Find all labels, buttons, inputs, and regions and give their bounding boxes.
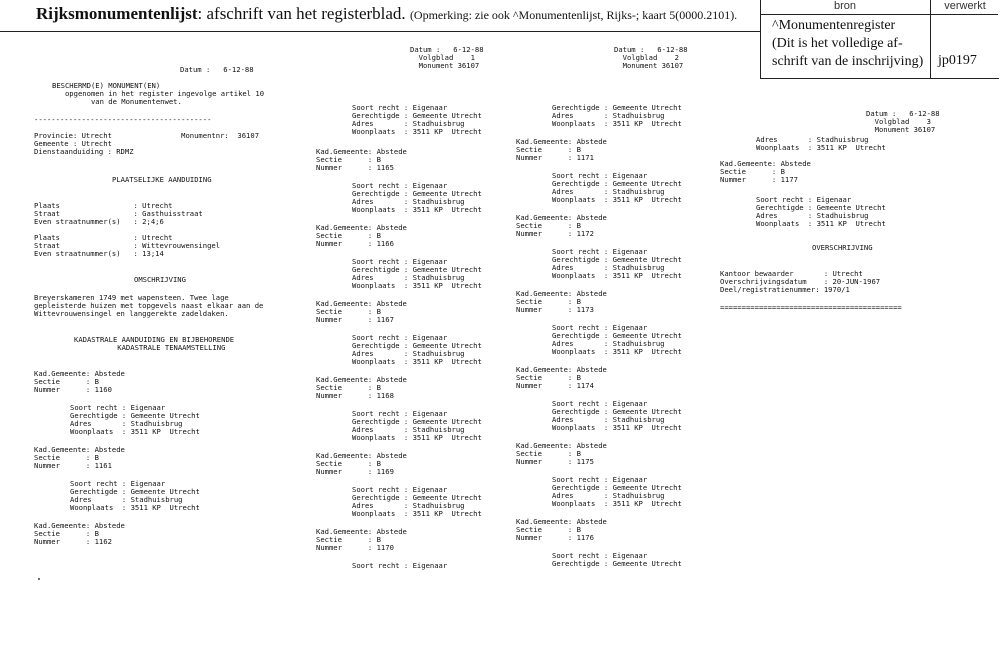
col2-eig0: Soort recht : Eigenaar Gerechtigde : Gemeente Utrecht Adres : Stadhuisbrug Woonplaats : 3511 KP Utrecht <box>352 103 482 136</box>
title-bold: Rijksmonumentenlijst <box>36 4 198 23</box>
col3-k5: Kad.Gemeente: Abstede Sectie : B Nummer : 1175 <box>516 441 607 466</box>
col2-e4: Soort recht : Eigenaar Gerechtigde : Gemeente Utrecht Adres : Stadhuisbrug Woonplaats : 3511 KP Utrecht <box>352 409 482 442</box>
col1-eig2: Soort recht : Eigenaar Gerechtigde : Gemeente Utrecht Adres : Stadhuisbrug Woonplaats : 3511 KP Utrecht <box>70 479 200 512</box>
register-code: jp0197 <box>938 53 977 68</box>
col2-e1: Soort recht : Eigenaar Gerechtigde : Gemeente Utrecht Adres : Stadhuisbrug Woonplaats : 3511 KP Utrecht <box>352 181 482 214</box>
col1-kad1: Kad.Gemeente: Abstede Sectie : B Nummer : 1160 <box>34 369 125 394</box>
col3-e1: Soort recht : Eigenaar Gerechtigde : Gemeente Utrecht Adres : Stadhuisbrug Woonplaats : 3511 KP Utrecht <box>552 171 682 204</box>
col2-k6: Kad.Gemeente: Abstede Sectie : B Nummer : 1170 <box>316 527 407 552</box>
col3-e3: Soort recht : Eigenaar Gerechtigde : Gemeente Utrecht Adres : Stadhuisbrug Woonplaats : 3511 KP Utrecht <box>552 323 682 356</box>
col4-overschrijving-heading: OVERSCHRIJVING <box>812 243 873 252</box>
col1-kad2: Kad.Gemeente: Abstede Sectie : B Nummer : 1161 <box>34 445 125 470</box>
col3-k1: Kad.Gemeente: Abstede Sectie : B Nummer : 1171 <box>516 137 607 162</box>
col4-e1: Soort recht : Eigenaar Gerechtigde : Gemeente Utrecht Adres : Stadhuisbrug Woonplaats : 3511 KP Utrecht <box>756 195 886 228</box>
col4-overschrijving: Kantoor bewaarder : Utrecht Overschrijvingsdatum : 20-JUN-1967 Deel/registratienummer: 1970/1 <box>720 269 881 294</box>
scan-speck <box>38 578 40 580</box>
col2-e5: Soort recht : Eigenaar Gerechtigde : Gemeente Utrecht Adres : Stadhuisbrug Woonplaats : 3511 KP Utrecht <box>352 485 482 518</box>
col3-e4: Soort recht : Eigenaar Gerechtigde : Gemeente Utrecht Adres : Stadhuisbrug Woonplaats : 3511 KP Utrecht <box>552 399 682 432</box>
register-note: ^Monumentenregister (Dit is het volledige af- schrift van de inschrijving) <box>772 18 924 69</box>
col3-e6: Soort recht : Eigenaar Gerechtigde : Gemeente Utrecht <box>552 551 682 568</box>
col2-k4: Kad.Gemeente: Abstede Sectie : B Nummer : 1168 <box>316 375 407 400</box>
col1-eig1: Soort recht : Eigenaar Gerechtigde : Gemeente Utrecht Adres : Stadhuisbrug Woonplaats : 3511 KP Utrecht <box>70 403 200 436</box>
col1-provincie: Provincie: Utrecht Monumentnr: 36107 Gemeente : Utrecht Dienstaanduiding : RDMZ <box>34 131 260 156</box>
col3-k3: Kad.Gemeente: Abstede Sectie : B Nummer : 1173 <box>516 289 607 314</box>
col1-omschrijving-heading: OMSCHRIJVING <box>134 275 186 284</box>
col3-k4: Kad.Gemeente: Abstede Sectie : B Nummer : 1174 <box>516 365 607 390</box>
col2-e2: Soort recht : Eigenaar Gerechtigde : Gemeente Utrecht Adres : Stadhuisbrug Woonplaats : 3511 KP Utrecht <box>352 257 482 290</box>
col2-k1: Kad.Gemeente: Abstede Sectie : B Nummer : 1165 <box>316 147 407 172</box>
col1-beschermd: BESCHERMD(E) MONUMENT(EN) opgenomen in het register ingevolge artikel 10 van de Monumentenwet. <box>52 81 265 106</box>
col3-eig0: Gerechtigde : Gemeente Utrecht Adres : Stadhuisbrug Woonplaats : 3511 KP Utrecht <box>552 103 682 128</box>
document-title <box>36 4 737 24</box>
col1-kad3: Kad.Gemeente: Abstede Sectie : B Nummer : 1162 <box>34 521 125 546</box>
col1-adres1: Plaats : Utrecht Straat : Gasthuisstraat Even straatnummer(s) : 2;4;6 <box>34 201 203 226</box>
col4-equals: ========================================== <box>720 303 902 312</box>
col2-e3: Soort recht : Eigenaar Gerechtigde : Gemeente Utrecht Adres : Stadhuisbrug Woonplaats : 3511 KP Utrecht <box>352 333 482 366</box>
col2-k2: Kad.Gemeente: Abstede Sectie : B Nummer : 1166 <box>316 223 407 248</box>
col1-datum: Datum : 6-12-88 <box>180 65 254 74</box>
col1-adres2: Plaats : Utrecht Straat : Wittevrouwensingel Even straatnummer(s) : 13;14 <box>34 233 221 258</box>
col3-e2: Soort recht : Eigenaar Gerechtigde : Gemeente Utrecht Adres : Stadhuisbrug Woonplaats : 3511 KP Utrecht <box>552 247 682 280</box>
col4-k1: Kad.Gemeente: Abstede Sectie : B Nummer : 1177 <box>720 159 811 184</box>
header-rule <box>0 31 760 32</box>
bron-label: bron <box>760 0 931 14</box>
col4-eig0: Adres : Stadhuisbrug Woonplaats : 3511 KP Utrecht <box>756 135 886 152</box>
col2-k5: Kad.Gemeente: Abstede Sectie : B Nummer : 1169 <box>316 451 407 476</box>
col3-k2: Kad.Gemeente: Abstede Sectie : B Nummer : 1172 <box>516 213 607 238</box>
col2-k3: Kad.Gemeente: Abstede Sectie : B Nummer : 1167 <box>316 299 407 324</box>
col4-header: Datum : 6-12-88 Volgblad 3 Monument 36107 <box>866 109 940 134</box>
col1-dashes: ----------------------------------------- <box>34 115 212 124</box>
col2-e6: Soort recht : Eigenaar <box>352 561 448 570</box>
col1-plaatselijke-heading: PLAATSELIJKE AANDUIDING <box>112 175 212 184</box>
verwerkt-label: verwerkt <box>944 0 986 12</box>
col3-k6: Kad.Gemeente: Abstede Sectie : B Nummer : 1176 <box>516 517 607 542</box>
col1-kadastrale-heading: KADASTRALE AANDUIDING EN BIJBEHORENDE KADASTRALE TENAAMSTELLING <box>74 335 235 352</box>
title-rest: : afschrift van het registerblad. <box>197 4 406 23</box>
title-note: (Opmerking: zie ook ^Monumentenlijst, Rijks-; kaart 5(0000.2101). <box>409 8 738 22</box>
col1-omschrijving: Breyerskameren 1749 met wapensteen. Twee lage gepleisterde huizen met topgevels naast elkaar aan de Wittevrouwensingel en langgerekte zadeldaken. <box>34 293 264 318</box>
col3-e5: Soort recht : Eigenaar Gerechtigde : Gemeente Utrecht Adres : Stadhuisbrug Woonplaats : 3511 KP Utrecht <box>552 475 682 508</box>
col2-header: Datum : 6-12-88 Volgblad 1 Monument 36107 <box>410 45 484 70</box>
col3-header: Datum : 6-12-88 Volgblad 2 Monument 36107 <box>614 45 688 70</box>
